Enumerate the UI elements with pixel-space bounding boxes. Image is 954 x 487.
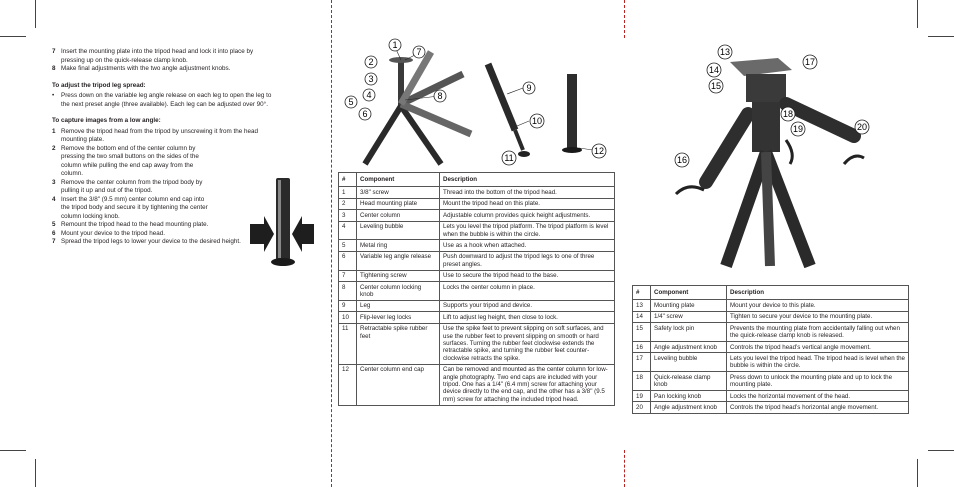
step-item — [52, 238, 274, 247]
cell-number: 3 — [339, 210, 357, 221]
tilt-handle-shape — [706, 114, 748, 182]
callout-label: 13 — [719, 47, 731, 57]
callout-label: 17 — [804, 57, 816, 67]
step-item — [52, 196, 274, 222]
table-row — [633, 323, 909, 342]
arrow-left-icon — [292, 216, 314, 252]
cell-component: Head mounting plate — [357, 198, 440, 209]
rotate-arrow-icon — [676, 187, 704, 194]
cell-number: 4 — [339, 221, 357, 240]
column-header: Component — [357, 173, 440, 187]
end-cap-detail-shape — [567, 74, 577, 148]
cell-component: Leveling bubble — [357, 221, 440, 240]
cell-number: 14 — [633, 311, 651, 322]
callout-label: 7 — [416, 47, 422, 57]
cell-description: Lets you level the tripod platform. The tripod platform is level when the bubble is within the circle. — [440, 221, 615, 240]
crop-mark — [917, 0, 918, 28]
callout-label: 10 — [531, 116, 543, 126]
table-header-row — [339, 173, 615, 187]
column-header: # — [633, 286, 651, 300]
cell-number: 16 — [633, 342, 651, 353]
cell-component: Center column — [357, 210, 440, 221]
cell-description: Use to secure the tripod head to the base. — [440, 270, 615, 281]
callout-label: 20 — [856, 122, 868, 132]
leg-detail-shape — [488, 64, 515, 130]
cell-number: 9 — [339, 300, 357, 311]
leader-line — [507, 88, 523, 94]
table-row — [339, 323, 615, 364]
cell-number: 12 — [339, 364, 357, 405]
tripod-head-illustration — [668, 44, 874, 268]
step-number: 2 — [52, 144, 56, 152]
cell-number: 2 — [339, 198, 357, 209]
cell-number: 10 — [339, 312, 357, 323]
cell-number: 20 — [633, 402, 651, 413]
step-text: Mount your device to the tripod head. — [61, 229, 165, 237]
crop-mark — [35, 0, 36, 28]
cell-component: Quick-release clamp knob — [651, 372, 727, 391]
cell-number: 7 — [339, 270, 357, 281]
rotate-arrow-icon — [786, 140, 792, 164]
crop-mark — [0, 450, 26, 451]
bullet-text: Press down on the variable leg angle release on each leg to open the leg to the next preset angle (three available). Each leg can be adjusted over 90°. — [61, 92, 272, 108]
callout-label: 9 — [526, 83, 532, 93]
cell-description: Use as a hook when attached. — [440, 240, 615, 251]
callout-label: 4 — [366, 90, 372, 100]
bullet-item — [52, 92, 274, 109]
step-item — [52, 221, 274, 230]
callout-label: 6 — [362, 109, 368, 119]
cell-component: Leveling bubble — [651, 353, 727, 372]
step-text: Remove the bottom end of the center column by pressing the two small buttons on the sides of the column while pulling the end cap away from the column. — [61, 144, 199, 177]
end-cap-base — [271, 258, 295, 266]
cell-description: Controls the tripod head’s horizontal angle movement. — [727, 402, 909, 413]
table-row — [633, 402, 909, 413]
cell-description: Push downward to adjust the tripod legs to one of three preset angles. — [440, 251, 615, 270]
step-text: Insert the 3/8" (9.5 mm) center column end cap into the tripod body and secure it by tightening the center column locking knob. — [61, 195, 208, 220]
step-text: Make final adjustments with the two angle adjustment knobs. — [61, 65, 231, 72]
cell-description: Locks the center column in place. — [440, 282, 615, 301]
callout-label: 5 — [348, 97, 354, 107]
cell-component: 1/4" screw — [651, 311, 727, 322]
step-number: 7 — [52, 238, 56, 245]
callout-label: 16 — [676, 155, 688, 165]
cell-number: 11 — [339, 323, 357, 364]
table-row — [339, 282, 615, 301]
crop-mark — [928, 36, 954, 37]
cell-description: Mount your device to this plate. — [727, 300, 909, 311]
parts-table-1 — [338, 172, 615, 406]
callout-label: 15 — [710, 81, 722, 91]
mounting-plate-shape — [730, 58, 792, 76]
fold-line — [624, 450, 625, 487]
end-cap-illustration — [246, 176, 318, 270]
cell-description: Locks the horizontal movement of the head. — [727, 391, 909, 402]
callout-label: 1 — [392, 40, 398, 50]
step-item — [52, 179, 274, 196]
step-text: Remove the tripod head from the tripod by unscrewing it from the head mounting plate. — [61, 127, 259, 143]
cell-component: 3/8" screw — [357, 187, 440, 198]
step-number: 5 — [52, 221, 56, 228]
step-number: 8 — [52, 65, 56, 72]
table-row — [633, 342, 909, 353]
instructions-column — [52, 48, 274, 247]
step-text: Remount the tripod head to the head mounting plate. — [61, 221, 209, 228]
end-cap-highlight — [278, 180, 281, 258]
arrow-right-icon — [250, 216, 274, 252]
cell-description: Adjustable column provides quick height adjustments. — [440, 210, 615, 221]
step-number: 6 — [52, 229, 56, 237]
callout-label: 19 — [792, 124, 804, 134]
table-row — [339, 312, 615, 323]
callout-label: 18 — [782, 109, 794, 119]
step-number: 7 — [52, 48, 56, 55]
cell-component: Angle adjustment knob — [651, 342, 727, 353]
table-row — [339, 240, 615, 251]
cell-number: 15 — [633, 323, 651, 342]
low-angle-heading: To capture images from a low angle: — [52, 117, 161, 124]
cell-number: 13 — [633, 300, 651, 311]
cell-number: 19 — [633, 391, 651, 402]
leg-spread-heading: To adjust the tripod leg spread: — [52, 81, 146, 89]
step-text: Remove the center column from the tripod body by pulling it up and out of the tripod. — [61, 178, 203, 194]
bullet-glyph: • — [52, 92, 55, 99]
cell-number: 6 — [339, 251, 357, 270]
step-item — [52, 65, 274, 74]
fold-line — [331, 0, 332, 487]
cell-description: Press down to unlock the mounting plate and up to lock the mounting plate. — [727, 372, 909, 391]
cell-number: 18 — [633, 372, 651, 391]
leg-detail-shape — [515, 130, 523, 150]
cell-description: Tighten to secure your device to the mounting plate. — [727, 311, 909, 322]
end-cap-base — [562, 147, 582, 153]
cell-component: Metal ring — [357, 240, 440, 251]
table-row — [339, 210, 615, 221]
callout-label: 12 — [593, 146, 605, 156]
cell-description: Lift to adjust leg height, then close to lock. — [440, 312, 615, 323]
cell-description: Use the spike feet to prevent slipping on soft surfaces, and use the rubber feet to prevent slipping on smooth or hard surfaces. Turning the rubber feet clockwise extends the retractable spike, and turning the rubber feet counter-clockwise retracts the spike. — [440, 323, 615, 364]
cell-description: Can be removed and mounted as the center column for low-angle photography. Two end caps are included with your tripod. One has a 1/4" (6.4 mm) screw for attaching your device directly to the end cap, and the other has a 3/8" (9.5 mm) screw for attaching the included tripod head. — [440, 364, 615, 405]
foot-shape — [518, 151, 530, 157]
step-number: 1 — [52, 127, 56, 135]
column-header: # — [339, 173, 357, 187]
cell-description: Thread into the bottom of the tripod head. — [440, 187, 615, 198]
crop-mark — [35, 459, 36, 487]
table-row — [339, 364, 615, 405]
step-text: Spread the tripod legs to lower your device to the desired height. — [61, 238, 241, 245]
crop-mark — [928, 450, 954, 451]
table-row — [339, 251, 615, 270]
table-row — [633, 300, 909, 311]
cell-component: Center column locking knob — [357, 282, 440, 301]
table-row — [633, 391, 909, 402]
leader-line — [517, 121, 529, 126]
table-row — [633, 311, 909, 322]
step-item — [52, 128, 274, 145]
cell-component: Angle adjustment knob — [651, 402, 727, 413]
cell-description: Controls the tripod head’s vertical angle movement. — [727, 342, 909, 353]
cell-number: 5 — [339, 240, 357, 251]
table-header-row — [633, 286, 909, 300]
cell-component: Tightening screw — [357, 270, 440, 281]
leg-shape — [726, 152, 766, 266]
callout-label: 11 — [504, 153, 514, 163]
cell-component: Mounting plate — [651, 300, 727, 311]
callout-label: 14 — [708, 65, 720, 75]
parts-table-2 — [632, 285, 909, 414]
table-row — [339, 270, 615, 281]
cell-component: Retractable spike rubber feet — [357, 323, 440, 364]
head-body-shape — [746, 74, 786, 102]
cell-number: 8 — [339, 282, 357, 301]
fold-line — [624, 0, 625, 38]
leg-shape — [766, 152, 770, 266]
rotate-arrow-icon — [844, 156, 864, 164]
table-row — [339, 187, 615, 198]
table-row — [339, 221, 615, 240]
callout-label: 2 — [368, 57, 374, 67]
table-row — [339, 300, 615, 311]
cell-component: Flip-lever leg locks — [357, 312, 440, 323]
step-text: Insert the mounting plate into the tripod head and lock it into place by pressing up on the quick-release clamp knob. — [61, 48, 254, 64]
cell-component: Center column end cap — [357, 364, 440, 405]
cell-description: Mount the tripod head on this plate. — [440, 198, 615, 209]
cell-component: Pan locking knob — [651, 391, 727, 402]
tripod-illustration — [343, 38, 615, 166]
step-item — [52, 230, 274, 239]
step-item — [52, 145, 274, 179]
step-item — [52, 48, 274, 65]
column-header: Description — [727, 286, 909, 300]
column-header: Component — [651, 286, 727, 300]
cell-description: Prevents the mounting plate from accidentally falling out when the quick-release clamp knob is released. — [727, 323, 909, 342]
table-row — [339, 198, 615, 209]
step-number: 4 — [52, 195, 56, 203]
callout-label: 8 — [437, 91, 443, 101]
column-header: Description — [440, 173, 615, 187]
step-number: 3 — [52, 178, 56, 186]
table-row — [633, 353, 909, 372]
cell-description: Lets you level the tripod head. The tripod head is level when the bubble is within the circle. — [727, 353, 909, 372]
callout-label: 3 — [368, 74, 374, 84]
head-column-shape — [752, 102, 780, 152]
crop-mark — [917, 459, 918, 487]
cell-number: 17 — [633, 353, 651, 372]
cell-number: 1 — [339, 187, 357, 198]
crop-mark — [0, 36, 26, 37]
cell-component: Leg — [357, 300, 440, 311]
table-row — [633, 372, 909, 391]
cell-component: Safety lock pin — [651, 323, 727, 342]
cell-component: Variable leg angle release — [357, 251, 440, 270]
cell-description: Supports your tripod and device. — [440, 300, 615, 311]
